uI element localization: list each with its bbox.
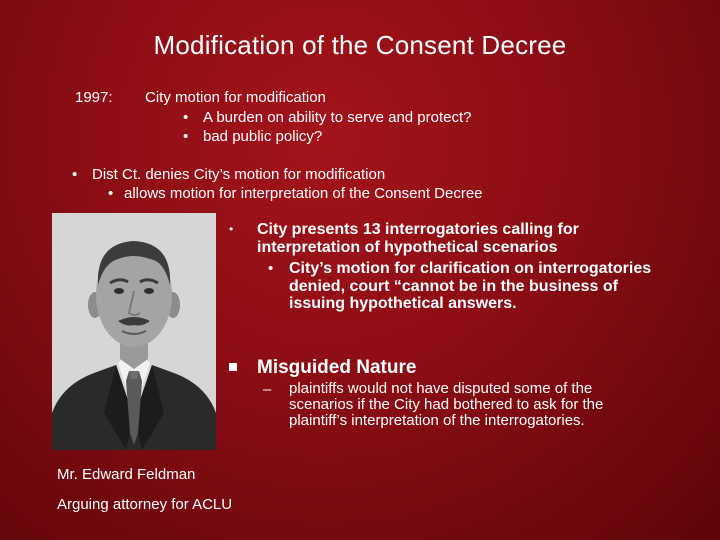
motion-text: City motion for modification — [145, 89, 326, 106]
bullet-icon: • — [268, 260, 274, 277]
interrogatories-text: City presents 13 interrogatories calling for interpretation of hypothetical scenarios — [257, 221, 579, 256]
dash-icon: – — [263, 381, 272, 398]
bullet-icon: • — [72, 166, 78, 183]
misguided-heading: Misguided Nature — [257, 357, 417, 378]
photo-caption-role: Arguing attorney for ACLU — [57, 496, 233, 513]
bullet-icon: • — [183, 109, 189, 126]
clarification-text: City’s motion for clarification on interrogatories denied, court “cannot be in the business of issuing hypothetical answers. — [289, 260, 652, 312]
square-bullet-icon — [229, 363, 237, 371]
attorney-photo — [52, 213, 216, 450]
motion-bullet-1-text: A burden on ability to serve and protect? — [203, 109, 472, 126]
misguided-detail: plaintiffs would not have disputed some of the scenarios if the City had bothered to ask for the plaintiff’s interpretation of the interrogatories. — [289, 380, 604, 429]
dist-ct-text: Dist Ct. denies City’s motion for modification — [92, 166, 386, 183]
motion-bullet-1 — [183, 109, 472, 126]
dist-ct-sub-text: allows motion for interpretation of the Consent Decree — [124, 185, 483, 202]
motion-bullet-2-text: bad public policy? — [203, 128, 323, 145]
year-label: 1997: — [75, 89, 113, 106]
photo-caption-name: Mr. Edward Feldman — [57, 466, 196, 483]
slide-title: Modification of the Consent Decree — [153, 30, 567, 60]
bullet-icon: • — [108, 185, 114, 202]
bullet-icon: • — [183, 128, 189, 145]
motion-bullet-2 — [183, 128, 322, 145]
dist-ct-bullet — [72, 166, 385, 183]
dist-ct-sub-bullet — [108, 185, 483, 202]
bullet-icon: • — [229, 222, 234, 236]
